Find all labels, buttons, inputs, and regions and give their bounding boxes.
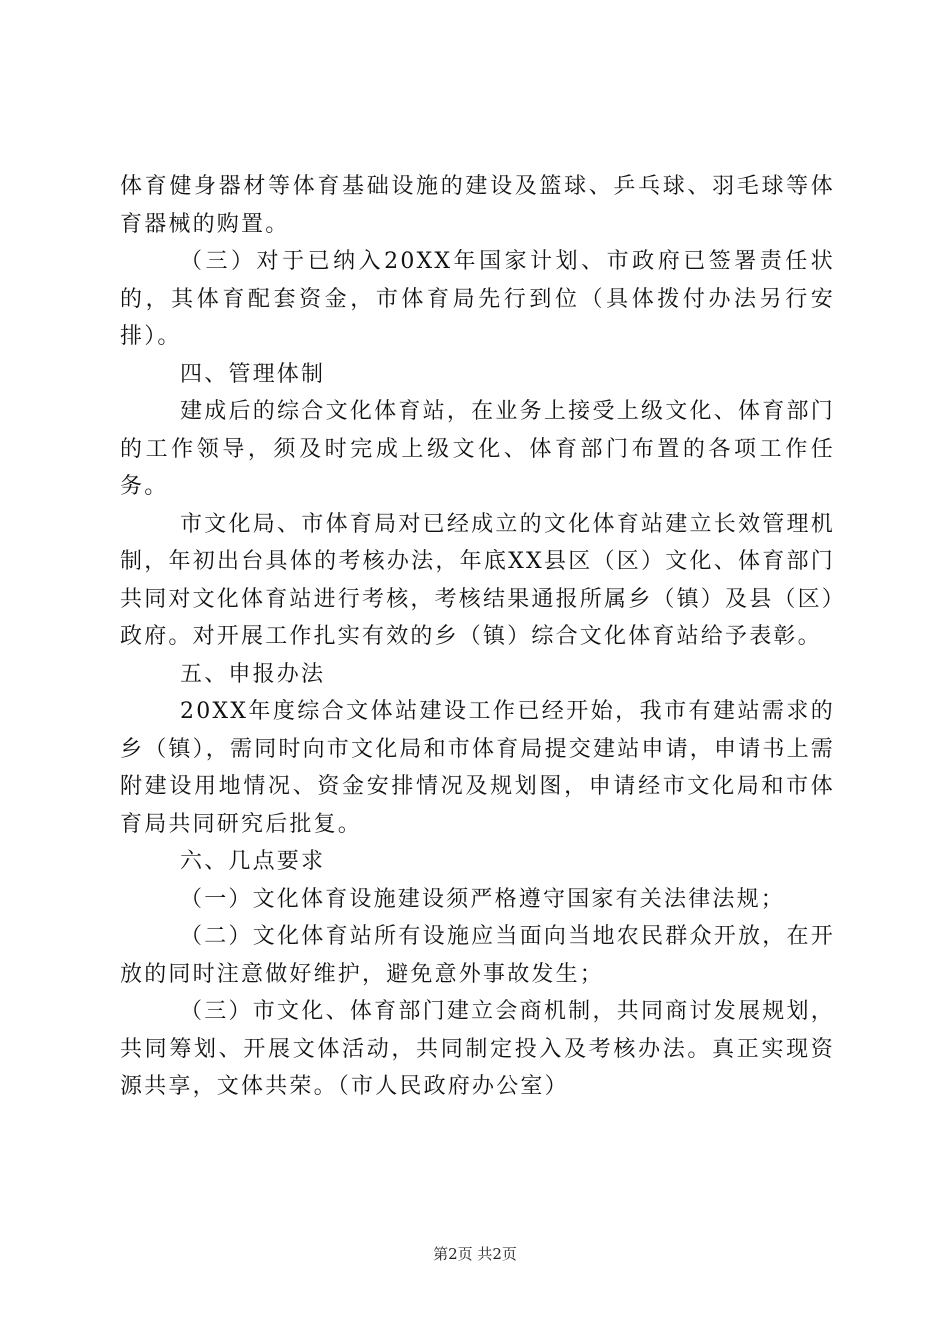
section-heading-requirements: 六、几点要求 — [180, 849, 326, 874]
paragraph-continuation: 体育健身器材等体育基础设施的建设及篮球、乒乓球、羽毛球等体育器械的购置。 — [120, 174, 835, 237]
paragraph-management-1: 建成后的综合文化体育站，在业务上接受上级文化、体育部门的工作领导，须及时完成上级文化、体育部门布置的各项工作任务。 — [120, 399, 835, 499]
section-heading-application: 五、申报办法 — [180, 661, 326, 687]
document-body — [120, 168, 835, 1106]
paragraph-requirement-3: （三）市文化、体育部门建立会商机制，共同商讨发展规划，共同筹划、开展文体活动，共同制定投入及考核办法。真正实现资源共享，文体共荣。（市人民政府办公室） — [120, 999, 835, 1099]
paragraph-management-2: 市文化局、市体育局对已经成立的文化体育站建立长效管理机制，年初出台具体的考核办法，年底XX县区（区）文化、体育部门共同对文化体育站进行考核，考核结果通报所属乡（镇）及县（区）政府。对开展工作扎实有效的乡（镇）综合文化体育站给予表彰。 — [120, 511, 836, 649]
page-number-label: 第2页 共2页 — [433, 1245, 517, 1263]
section-heading-management: 四、管理体制 — [180, 361, 326, 387]
paragraph-requirement-2: （二）文化体育站所有设施应当面向当地农民群众开放，在开放的同时注意做好维护，避免意外事故发生； — [120, 924, 835, 987]
paragraph-requirement-1: （一）文化体育设施建设须严格遵守国家有关法律法规； — [180, 886, 786, 912]
paragraph-funding-item-3: （三）对于已纳入20XX年国家计划、市政府已签署责任状的，其体育配套资金，市体育局先行到位（具体拨付办法另行安排）。 — [120, 249, 835, 349]
paragraph-application: 20XX年度综合文体站建设工作已经开始，我市有建站需求的乡（镇），需同时向市文化局和市体育局提交建站申请，申请书上需附建设用地情况、资金安排情况及规划图，申请经市文化局和市体育局共同研究后批复。 — [120, 699, 836, 837]
page-footer — [0, 1243, 950, 1264]
